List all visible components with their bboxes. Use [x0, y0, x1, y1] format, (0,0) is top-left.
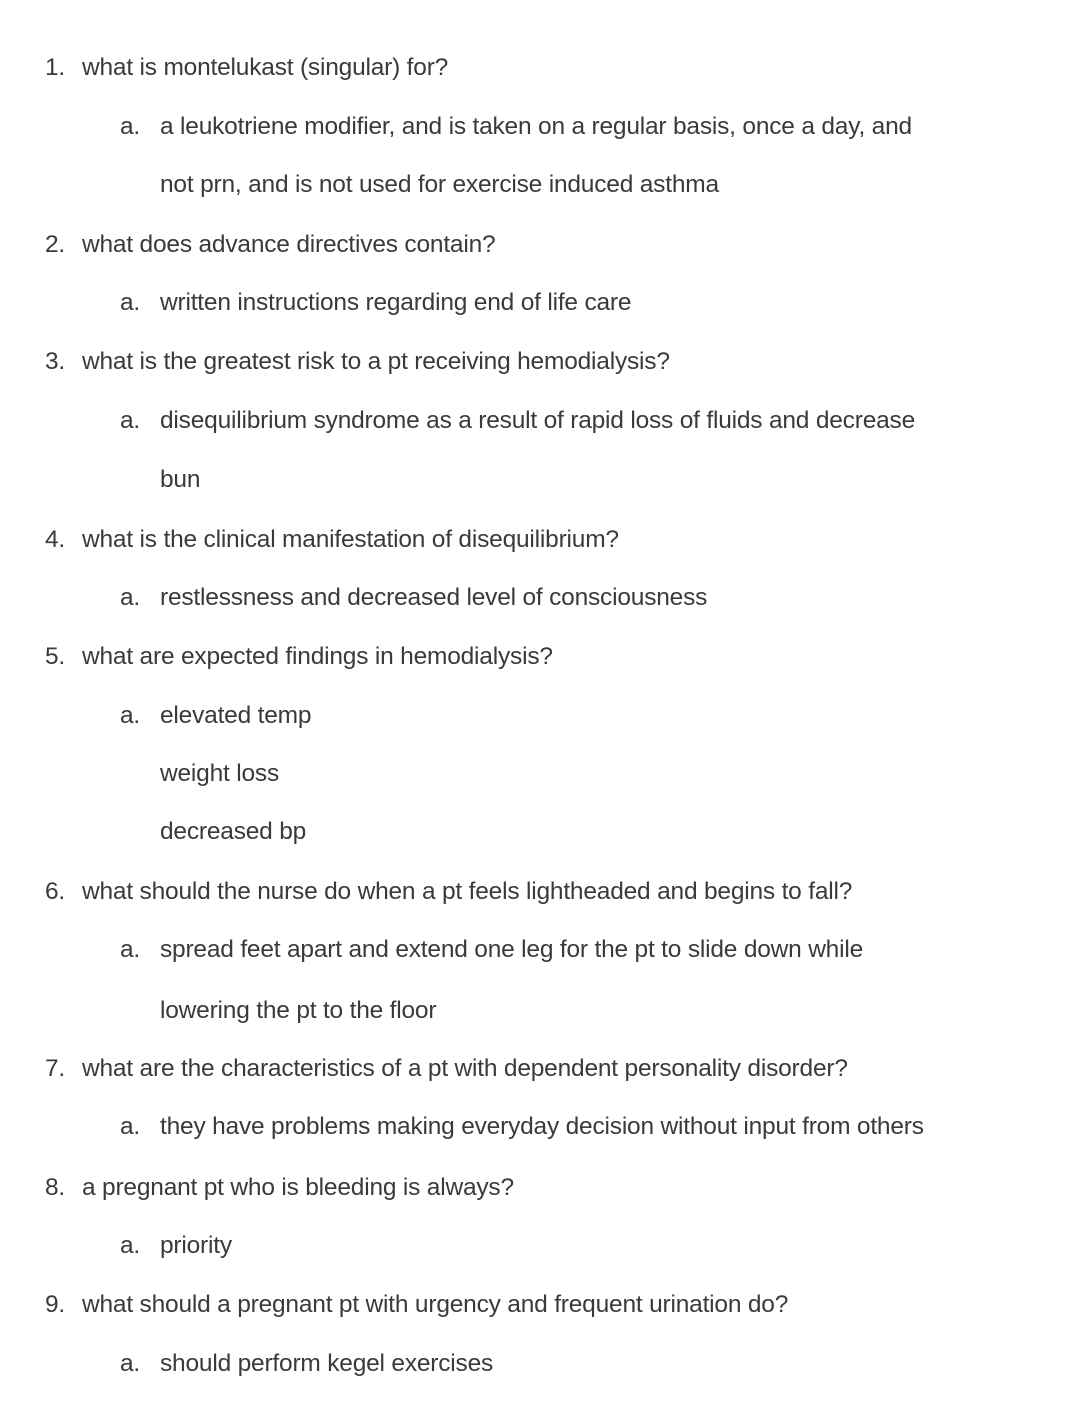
answer-text: written instructions regarding end of life care: [160, 289, 632, 316]
question-text: what are expected findings in hemodialysis?: [82, 643, 553, 670]
question-number: 7.: [45, 1055, 66, 1082]
answer-letter: a.: [120, 113, 141, 140]
answer-text: should perform kegel exercises: [160, 1350, 494, 1377]
question-text: what are the characteristics of a pt with dependent personality disorder?: [82, 1055, 848, 1082]
question-number: 6.: [45, 878, 66, 905]
answer-text: bun: [160, 466, 201, 493]
question-text: what does advance directives contain?: [82, 231, 496, 258]
answer-letter: a.: [120, 584, 141, 611]
question-number: 3.: [45, 348, 66, 375]
answer-text: they have problems making everyday decision without input from others: [160, 1113, 924, 1140]
question-number: 5.: [45, 643, 66, 670]
question-text: what should a pregnant pt with urgency and frequent urination do?: [82, 1291, 789, 1318]
answer-text: priority: [160, 1232, 232, 1259]
question-number: 8.: [45, 1174, 66, 1201]
question-text: what is the greatest risk to a pt receiving hemodialysis?: [82, 348, 670, 375]
answer-letter: a.: [120, 289, 141, 316]
answer-letter: a.: [120, 1350, 141, 1377]
answer-text: not prn, and is not used for exercise induced asthma: [160, 171, 719, 198]
question-number: 9.: [45, 1291, 66, 1318]
question-text: what is montelukast (singular) for?: [82, 54, 449, 81]
question-number: 4.: [45, 526, 66, 553]
answer-text: spread feet apart and extend one leg for the pt to slide down while: [160, 936, 864, 963]
answer-text: decreased bp: [160, 818, 307, 845]
answer-letter: a.: [120, 936, 141, 963]
question-number: 2.: [45, 231, 66, 258]
question-text: a pregnant pt who is bleeding is always?: [82, 1174, 514, 1201]
question-text: what should the nurse do when a pt feels lightheaded and begins to fall?: [82, 878, 853, 905]
answer-letter: a.: [120, 1113, 141, 1140]
answer-text: restlessness and decreased level of consciousness: [160, 584, 708, 611]
answer-text: lowering the pt to the floor: [160, 997, 437, 1024]
answer-text: weight loss: [160, 760, 279, 787]
question-text: what is the clinical manifestation of disequilibrium?: [82, 526, 619, 553]
answer-letter: a.: [120, 702, 141, 729]
question-number: 1.: [45, 54, 66, 81]
answer-letter: a.: [120, 407, 141, 434]
answer-text: elevated temp: [160, 702, 312, 729]
answer-text: disequilibrium syndrome as a result of rapid loss of fluids and decrease: [160, 407, 916, 434]
answer-letter: a.: [120, 1232, 141, 1259]
answer-text: a leukotriene modifier, and is taken on a regular basis, once a day, and: [160, 113, 912, 140]
